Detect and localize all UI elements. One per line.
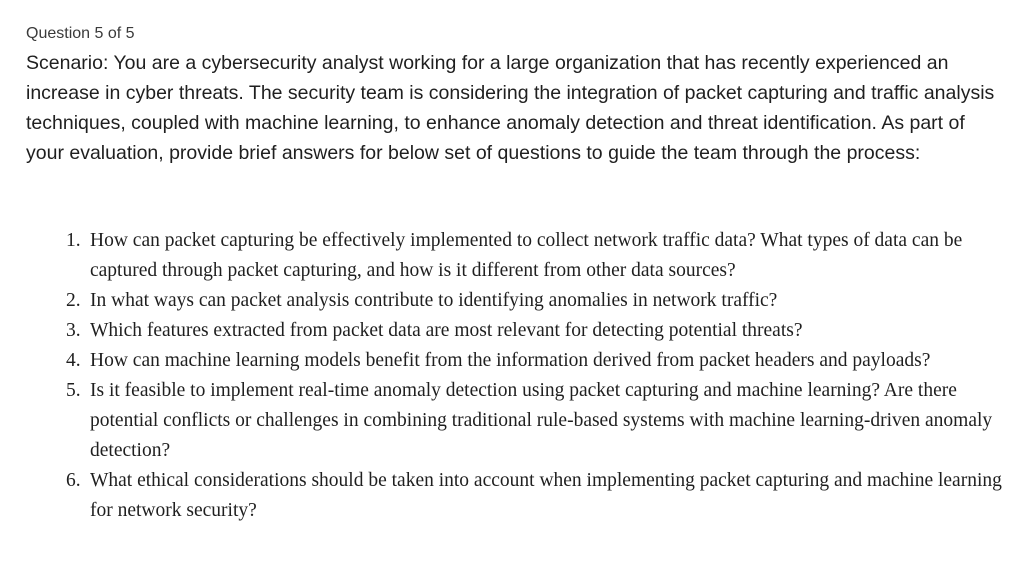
question-item-4 bbox=[60, 346, 1010, 376]
question-number: 1. bbox=[66, 230, 81, 251]
question-text: What ethical considerations should be taken into account when implementing packet capturing and machine learning for network security? bbox=[90, 470, 1002, 521]
question-text: In what ways can packet analysis contribute to identifying anomalies in network traffic? bbox=[90, 290, 778, 311]
scenario-text: Scenario: You are a cybersecurity analyst working for a large organization that has recently experienced an increase in cyber threats. The security team is considering the integration of packet capturing and traffic analysis techniques, coupled with machine learning, to enhance anomaly detection and threat identification. As part of your evaluation, provide brief answers for below set of questions to guide the team through the process: bbox=[26, 52, 995, 164]
question-item-1 bbox=[60, 226, 1010, 286]
question-item-3 bbox=[60, 316, 1010, 346]
question-item-6 bbox=[60, 466, 1010, 526]
question-item-2 bbox=[60, 286, 1010, 316]
question-list bbox=[60, 226, 1010, 526]
question-text: How can packet capturing be effectively implemented to collect network traffic data? What types of data can be captured through packet capturing, and how is it different from other data sources? bbox=[90, 230, 963, 281]
question-text: Is it feasible to implement real-time anomaly detection using packet capturing and machine learning? Are there potential conflicts or challenges in combining traditional rule-based systems with machine learning-driven anomaly detection? bbox=[90, 380, 993, 461]
question-number: 5. bbox=[66, 380, 81, 401]
question-number: 3. bbox=[66, 320, 81, 341]
question-counter: Question 5 of 5 bbox=[26, 25, 135, 42]
question-text: Which features extracted from packet data are most relevant for detecting potential threats? bbox=[90, 320, 803, 341]
question-item-5 bbox=[60, 376, 1010, 466]
question-number: 4. bbox=[66, 350, 81, 371]
question-number: 2. bbox=[66, 290, 81, 311]
question-text: How can machine learning models benefit from the information derived from packet headers and payloads? bbox=[90, 350, 931, 371]
question-number: 6. bbox=[66, 470, 81, 491]
